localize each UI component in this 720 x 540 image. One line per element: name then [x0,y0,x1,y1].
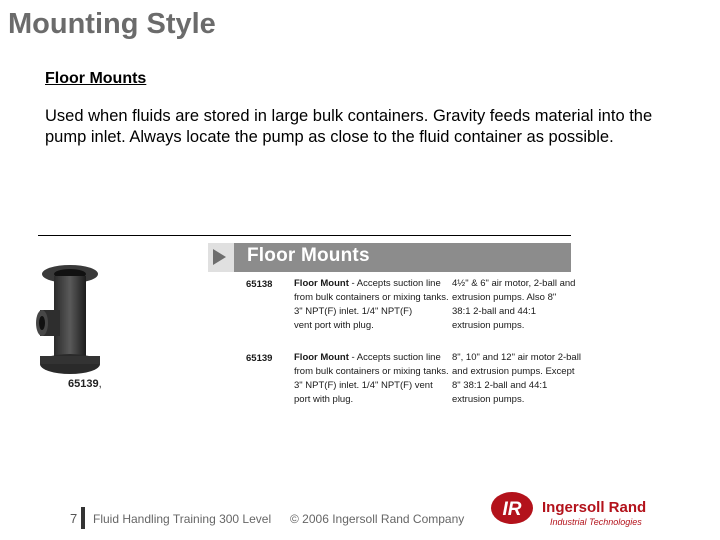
horizontal-rule [38,235,571,236]
page-number: 7 [70,511,78,526]
part-application: 4½" & 6" air motor, 2-ball and extrusion pumps. Also 8" 38:1 2-ball and 44:1 extrusion pumps. [452,278,576,331]
part-number: 65139 [246,353,273,364]
arrow-icon [208,243,234,272]
svg-text:Ingersoll Rand: Ingersoll Rand [542,499,647,516]
svg-text:IR: IR [502,499,522,520]
footer-course: Fluid Handling Training 300 Level [93,512,272,526]
footer-divider [81,507,85,529]
floor-mount-photo [36,262,100,380]
part-description: Floor Mount - Accepts suction line from bulk containers or mixing tanks. 3" NPT(F) inlet. 1/4" NPT(F) vent port with plug. [294,278,449,331]
photo-caption: 65139, [68,378,102,390]
footer-copyright: © 2006 Ingersoll Rand Company [290,512,465,526]
part-description: Floor Mount - Accepts suction line from bulk containers or mixing tanks. 3" NPT(F) inlet. 1/4" NPT(F) vent port with plug. [294,352,449,405]
body-paragraph: Used when fluids are stored in large bulk containers. Gravity feeds material into the pump inlet. Always locate the pump as close to the fluid container as possible. [45,107,653,146]
ingersoll-rand-logo [488,487,662,531]
section-heading: Floor Mounts [45,70,147,87]
part-number: 65138 [246,279,273,290]
svg-text:Industrial Technologies: Industrial Technologies [550,517,642,527]
slide-title: Mounting Style [8,8,216,40]
catalog-banner-title: Floor Mounts [247,245,370,266]
part-application: 8", 10" and 12" air motor 2-ball and extrusion pumps. Except 8" 38:1 2-ball and 44:1 extrusion pumps. [452,352,581,405]
